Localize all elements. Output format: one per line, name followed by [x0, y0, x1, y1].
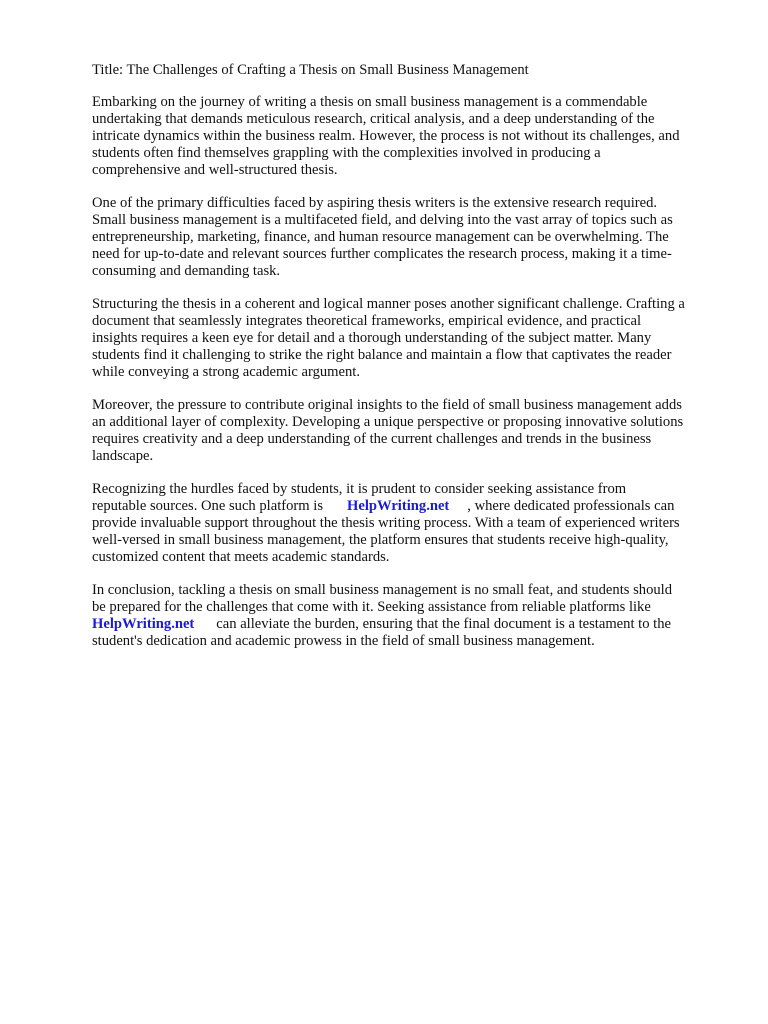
paragraph-line: insights requires a keen eye for detail and a thorough understanding of the subject matter. Many [92, 330, 652, 346]
paragraph-line: students often find themselves grappling with the complexities involved in producing a [92, 145, 601, 161]
paragraph-line: undertaking that demands meticulous research, critical analysis, and a deep understanding of the [92, 111, 655, 127]
paragraph-line: entrepreneurship, marketing, finance, and human resource management can be overwhelming. The [92, 229, 669, 245]
paragraph-line: customized content that meets academic standards. [92, 549, 390, 565]
paragraph-line: Structuring the thesis in a coherent and logical manner poses another significant challenge. Crafting a [92, 296, 685, 312]
paragraph-line: well-versed in small business management, the platform ensures that students receive high-quality, [92, 532, 669, 548]
paragraph-line: comprehensive and well-structured thesis. [92, 162, 338, 178]
paragraph-line: requires creativity and a deep understanding of the current challenges and trends in the business [92, 431, 652, 447]
paragraph-line: need for up-to-date and relevant sources further complicates the research process, making it a time- [92, 246, 672, 262]
paragraph-line [92, 498, 674, 515]
paragraph-line: Moreover, the pressure to contribute original insights to the field of small business management adds [92, 397, 682, 413]
paragraph-line [92, 616, 671, 633]
paragraph-line: students find it challenging to strike the right balance and maintain a flow that captivates the reader [92, 347, 672, 363]
paragraph-line: provide invaluable support throughout the thesis writing process. With a team of experienced writers [92, 515, 680, 531]
paragraph-line: Recognizing the hurdles faced by students, it is prudent to consider seeking assistance from [92, 481, 627, 497]
paragraph-line: Small business management is a multifaceted field, and delving into the vast array of topics such as [92, 212, 673, 228]
paragraph-text: reputable sources. One such platform is [92, 498, 323, 514]
paragraph-line: One of the primary difficulties faced by aspiring thesis writers is the extensive research required. [92, 195, 658, 211]
paragraph-line: Embarking on the journey of writing a thesis on small business management is a commendable [92, 94, 648, 110]
helpwriting-link[interactable]: HelpWriting.net [347, 498, 450, 514]
paragraph-line: while conveying a strong academic argument. [92, 364, 361, 380]
document-title: Title: The Challenges of Crafting a Thesis on Small Business Management [92, 62, 529, 78]
paragraph-line: consuming and demanding task. [92, 263, 281, 279]
paragraph-line: landscape. [92, 448, 154, 464]
paragraph-text: , where dedicated professionals can [467, 498, 675, 514]
paragraph-line: In conclusion, tackling a thesis on small business management is no small feat, and students should [92, 582, 673, 598]
paragraph-line: student's dedication and academic prowess in the field of small business management. [92, 633, 595, 649]
paragraph-line: intricate dynamics within the business realm. However, the process is not without its challenges, and [92, 128, 680, 144]
paragraph-line: be prepared for the challenges that come with it. Seeking assistance from reliable platforms like [92, 599, 651, 615]
paragraph-line: document that seamlessly integrates theoretical frameworks, empirical evidence, and practical [92, 313, 642, 329]
helpwriting-link[interactable]: HelpWriting.net [92, 616, 195, 632]
paragraph-text: can alleviate the burden, ensuring that the final document is a testament to the [216, 616, 671, 632]
paragraph-line: an additional layer of complexity. Developing a unique perspective or proposing innovative solutions [92, 414, 684, 430]
